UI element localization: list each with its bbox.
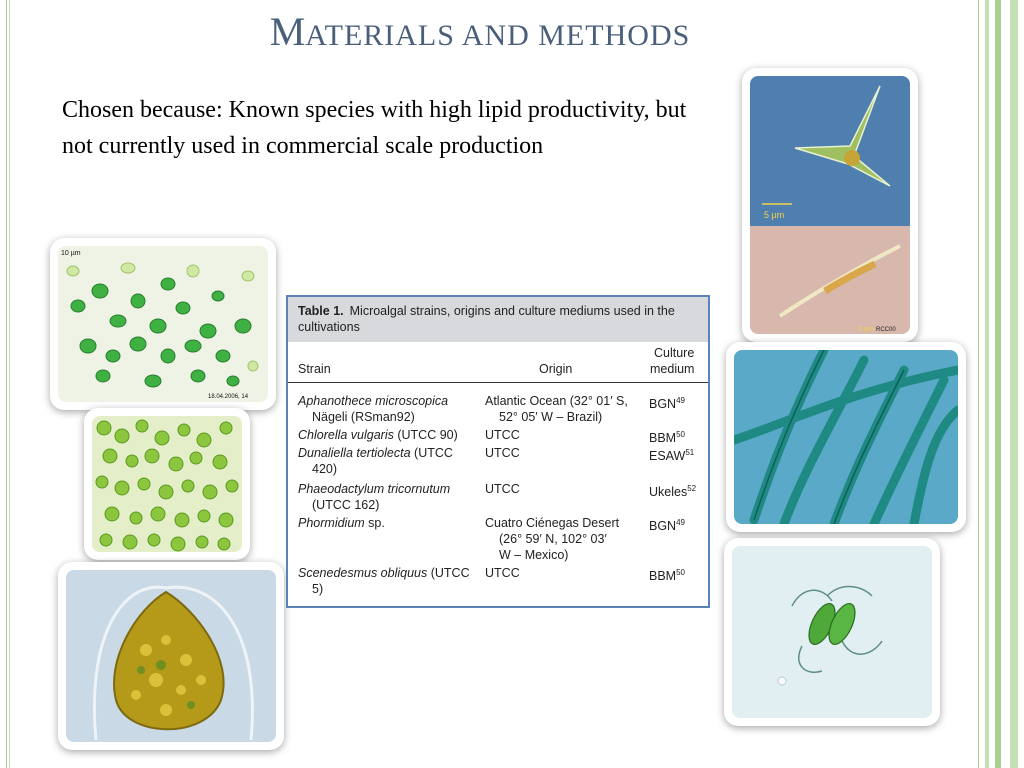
microalgae-photo-6 [724, 538, 940, 726]
medium-ref: 50 [676, 430, 685, 439]
medium-cell [649, 481, 709, 500]
algae-single-cell-image [66, 570, 276, 742]
photo-date-label: 18.04.2006, 14 [208, 394, 249, 400]
strain-detail: (UTCC 162) [312, 498, 380, 512]
strain-name: Phaeodactylum tricornutum [298, 482, 451, 496]
diatom-image [750, 76, 910, 334]
origin-cell [485, 393, 645, 425]
strain-detail: (UTCC [414, 446, 453, 460]
medium-cell [649, 565, 709, 584]
table-row [298, 393, 478, 425]
scale-bar-label: 5 µm [858, 326, 874, 333]
strain-detail: 420) [312, 462, 338, 476]
title-initial: M [269, 9, 306, 54]
photo-credit: RCC00 [876, 327, 896, 333]
medium-name: Ukeles [649, 485, 688, 500]
table-caption-label: Table 1. [298, 304, 344, 318]
origin-cell: UTCC [485, 482, 520, 496]
title-rest: ATERIALS AND METHODS [305, 19, 691, 52]
medium-name: BGN [649, 397, 677, 412]
strain-detail: 5) [312, 582, 324, 596]
algae-cells-image [92, 416, 242, 552]
table-row [298, 515, 478, 531]
photo-scale-label: 10 µm [61, 250, 81, 257]
table-row [298, 565, 478, 597]
body-text: Chosen because: Known species with high lipid productivity, but not currently used in commercial scale production [62, 97, 687, 159]
strain-detail: Nägeli (RSman92) [312, 410, 415, 424]
microalgal-strains-table [286, 295, 710, 608]
medium-ref: 52 [687, 484, 697, 493]
scenedesmus-image [732, 546, 932, 718]
header-strain: Strain [298, 362, 331, 376]
medium-name: BBM [649, 431, 677, 446]
origin-line: Atlantic Ocean (32° 01′ S, [485, 394, 628, 408]
header-medium-line2: medium [650, 362, 695, 376]
medium-name: BBM [649, 569, 677, 584]
scale-bar-label: 5 µm [764, 210, 785, 220]
medium-cell [649, 427, 709, 446]
header-medium-line1: Culture [654, 346, 695, 360]
cyanobacteria-filaments-image [734, 350, 958, 524]
origin-line: (26° 59′ N, 102° 03′ [499, 532, 607, 546]
origin-cell: UTCC [485, 566, 520, 580]
right-border-stripe [1010, 0, 1018, 768]
medium-name: BGN [649, 519, 677, 534]
table-row [298, 427, 478, 443]
medium-ref: 50 [676, 568, 685, 577]
microalgae-photo-2 [84, 408, 250, 560]
origin-cell: UTCC [485, 428, 520, 442]
right-border-line [978, 0, 979, 768]
table-row [298, 445, 478, 477]
origin-line: Cuatro Ciénegas Desert [485, 516, 620, 530]
slide-title [0, 8, 960, 55]
microalgae-photo-5 [726, 342, 966, 532]
table-caption-text: Microalgal strains, origins and culture mediums used in the cultivations [298, 304, 675, 334]
strain-detail: (UTCC 90) [397, 428, 458, 442]
origin-line: W – Mexico) [499, 548, 569, 562]
medium-cell [649, 393, 709, 412]
microalgae-photo-4 [742, 68, 918, 342]
strain-name: Chlorella vulgaris [298, 428, 394, 442]
left-border-line [6, 0, 7, 768]
strain-detail: sp. [368, 516, 385, 530]
right-border-stripe [995, 0, 1001, 768]
origin-cell: UTCC [485, 446, 520, 460]
medium-ref: 49 [676, 396, 685, 405]
strain-name: Aphanothece microscopica [298, 394, 449, 408]
medium-cell [649, 445, 709, 464]
origin-line: 52° 05′ W – Brazil) [499, 410, 603, 424]
origin-cell [485, 515, 645, 563]
strain-detail: (UTCC [430, 566, 470, 580]
table-header-row [288, 342, 708, 383]
algae-cells-image [58, 246, 268, 402]
microalgae-photo-3 [58, 562, 284, 750]
right-border-stripe [985, 0, 989, 768]
header-origin: Origin [539, 362, 573, 376]
microalgae-photo-1 [50, 238, 276, 410]
table-caption [288, 297, 708, 342]
left-border-line-inner [9, 0, 10, 768]
medium-name: ESAW [649, 449, 686, 464]
table-row [298, 481, 478, 513]
strain-name: Phormidium [298, 516, 365, 530]
strain-name: Scenedesmus obliquus [298, 566, 428, 580]
strain-name: Dunaliella tertiolecta [298, 446, 411, 460]
medium-cell [649, 515, 709, 534]
medium-ref: 49 [676, 518, 685, 527]
medium-ref: 51 [685, 448, 695, 457]
